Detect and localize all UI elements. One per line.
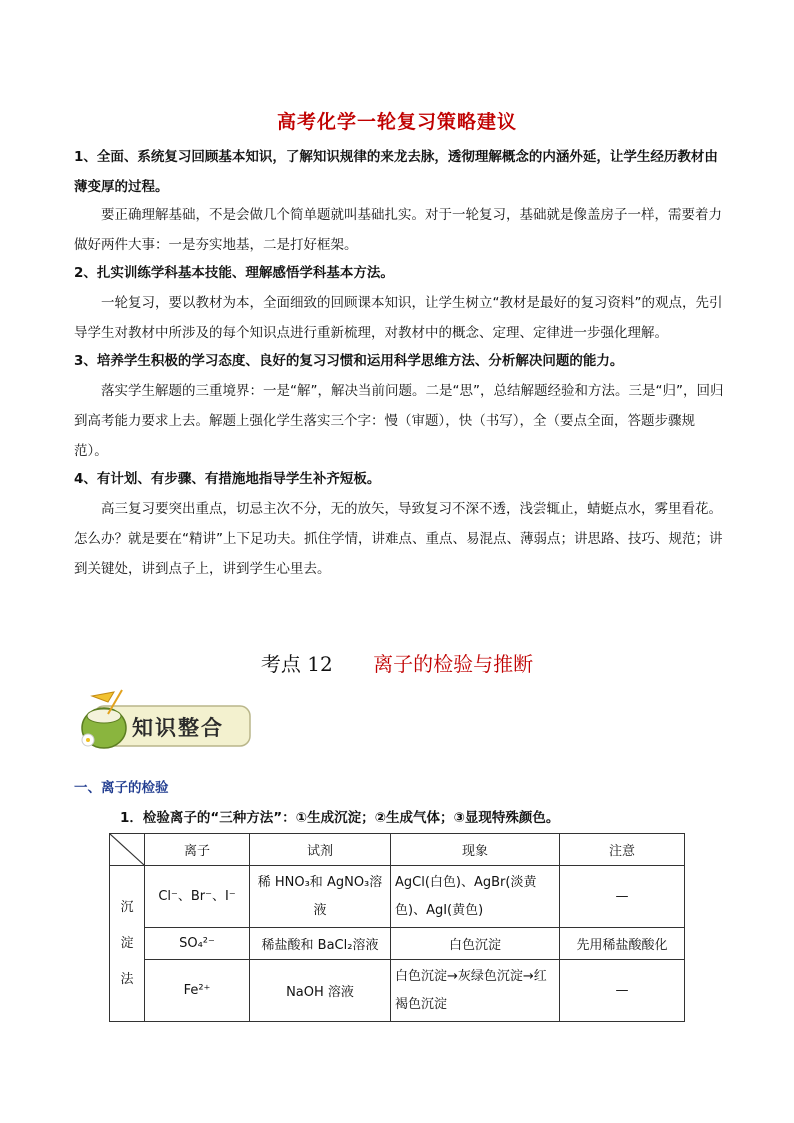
cell-note: — [560,960,685,1022]
section-1-text: 要正确理解基础，不是会做几个简单题就叫基础扎实。对于一轮复习，基础就是像盖房子一样，需要着力做好两件大事：一是夯实地基，二是打好框架。 [74,207,722,253]
section-2-heading: 2、扎实训练学科基本技能、理解感悟学科基本方法。 [74,265,394,281]
header-reagent: 试剂 [250,834,391,866]
cell-reagent: 稀盐酸和 BaCl₂溶液 [250,928,391,960]
header-ion: 离子 [145,834,250,866]
table-row [110,866,685,928]
cell-phenomenon: AgCl(白色)、AgBr(淡黄色)、AgI(黄色) [391,866,560,928]
cell-ion: Cl⁻、Br⁻、I⁻ [145,866,250,928]
header-note: 注意 [560,834,685,866]
section-2-text: 一轮复习，要以教材为本，全面细致的回顾课本知识，让学生树立“教材是最好的复习资料”的观点，先引导学生对教材中所涉及的每个知识点进行重新梳理，对教材中的概念、定理、定律进一步强化理解。 [74,295,723,341]
cell-reagent: NaOH 溶液 [250,960,391,1022]
diagonal-corner-cell [110,834,145,866]
ion-test-table [109,833,685,1022]
cell-ion: Fe²⁺ [145,960,250,1022]
table-row [110,928,685,960]
kaodian-heading [0,648,794,677]
section-title: 一、离子的检验 [74,780,169,796]
precipitation-method-label: 沉 淀 法 [110,866,145,1022]
cell-note: 先用稀盐酸酸化 [560,928,685,960]
table-row [110,960,685,1022]
method-subtitle: 1．检验离子的“三种方法”：①生成沉淀；②生成气体；③显现特殊颜色。 [120,810,560,826]
badge-text: 知识整合 [132,715,224,740]
section-1-heading: 1、全面、系统复习回顾基本知识，了解知识规律的来龙去脉，透彻理解概念的内涵外延，让学生经历教材由薄变厚的过程。 [74,149,718,195]
section-4-heading: 4、有计划、有步骤、有措施地指导学生补齐短板。 [74,471,381,487]
cell-ion: SO₄²⁻ [145,928,250,960]
section-3-heading: 3、培养学生积极的学习态度、良好的复习习惯和运用科学思维方法、分析解决问题的能力。 [74,353,624,369]
table-header-row [110,834,685,866]
cell-phenomenon: 白色沉淀 [391,928,560,960]
cell-reagent: 稀 HNO₃和 AgNO₃溶液 [250,866,391,928]
section-4-text: 高三复习要突出重点，切忌主次不分，无的放矢，导致复习不深不透，浅尝辄止，蜻蜓点水，雾里看花。怎么办？就是要在“精讲”上下足功夫。抓住学情，讲难点、重点、易混点、薄弱点；讲思路、技巧、规范；讲到关键处，讲到点子上，讲到学生心里去。 [74,501,723,577]
page-title: 高考化学一轮复习策略建议 [276,111,517,133]
header-phenomenon: 现象 [391,834,560,866]
cell-phenomenon: 白色沉淀→灰绿色沉淀→红褐色沉淀 [391,960,560,1022]
kaodian-name: 离子的检验与推断 [373,652,534,676]
cell-note: — [560,866,685,928]
section-3-text: 落实学生解题的三重境界：一是“解”，解决当前问题。二是“思”，总结解题经验和方法。三是“归”，回归到高考能力要求上去。解题上强化学生落实三个字：慢（审题），快（书写），全（要点全面，答题步骤规范）。 [74,383,724,459]
kaodian-number: 考点 12 [260,652,333,676]
knowledge-badge [74,688,254,752]
